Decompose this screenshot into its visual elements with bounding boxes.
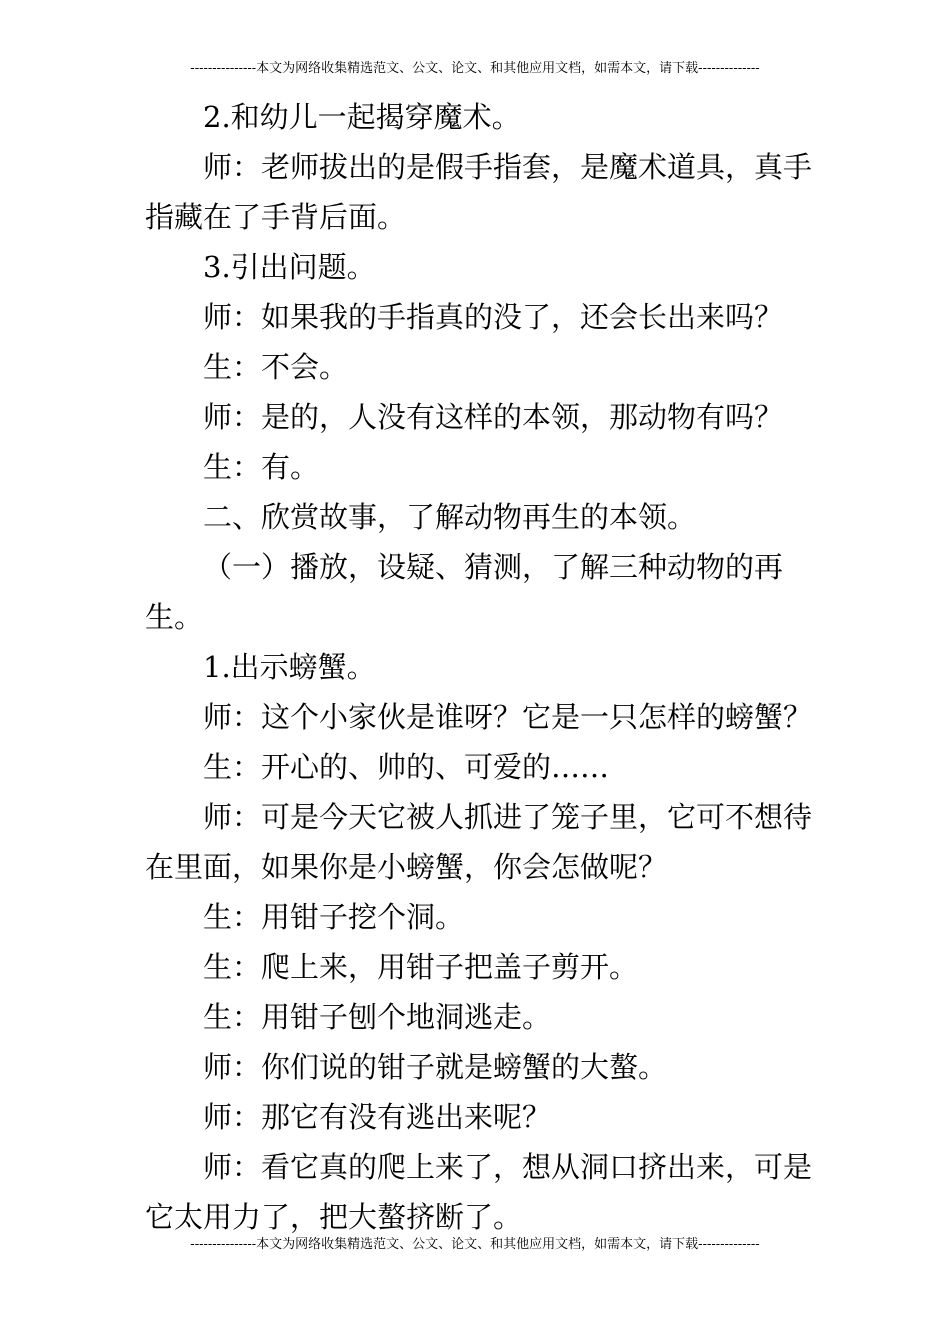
paragraph: 1.出示螃蟹。 <box>203 650 376 684</box>
paragraph: 生：爬上来，用钳子把盖子剪开。 <box>203 950 639 984</box>
header-banner: ---------------本文为网络收集精选范文、公文、论文、和其他应用文档，如需本文，请下载-------------- <box>190 61 760 76</box>
footer-banner: ---------------本文为网络收集精选范文、公文、论文、和其他应用文档，如需本文，请下载-------------- <box>190 1237 760 1252</box>
paragraph: 生：有。 <box>203 450 320 484</box>
paragraph: 生：不会。 <box>203 350 349 384</box>
paragraph: 师：那它有没有逃出来呢？ <box>203 1100 552 1134</box>
document-body <box>145 92 815 1242</box>
paragraph: 师：这个小家伙是谁呀？它是一只怎样的螃蟹？ <box>203 700 813 734</box>
paragraph: 师：你们说的钳子就是螃蟹的大螯。 <box>203 1050 668 1084</box>
paragraph: 师：是的，人没有这样的本领，那动物有吗？ <box>203 400 784 434</box>
paragraph: 生：用钳子刨个地洞逃走。 <box>203 1000 552 1034</box>
subsection-heading: （一）播放，设疑、猜测，了解三种动物的再生。 <box>145 550 784 634</box>
paragraph: 师：可是今天它被人抓进了笼子里，它可不想待在里面，如果你是小螃蟹，你会怎做呢？ <box>145 800 813 884</box>
section-heading: 二、欣赏故事，了解动物再生的本领。 <box>203 500 697 534</box>
paragraph: 生：开心的、帅的、可爱的…… <box>203 750 610 784</box>
paragraph: 2.和幼儿一起揭穿魔术。 <box>203 100 521 134</box>
paragraph: 师：如果我的手指真的没了，还会长出来吗？ <box>203 300 784 334</box>
paragraph: 师：看它真的爬上来了，想从洞口挤出来，可是它太用力了，把大螯挤断了。 <box>145 1150 813 1234</box>
paragraph: 师：老师拔出的是假手指套，是魔术道具，真手指藏在了手背后面。 <box>145 150 813 234</box>
paragraph: 3.引出问题。 <box>203 250 376 284</box>
paragraph: 生：用钳子挖个洞。 <box>203 900 465 934</box>
